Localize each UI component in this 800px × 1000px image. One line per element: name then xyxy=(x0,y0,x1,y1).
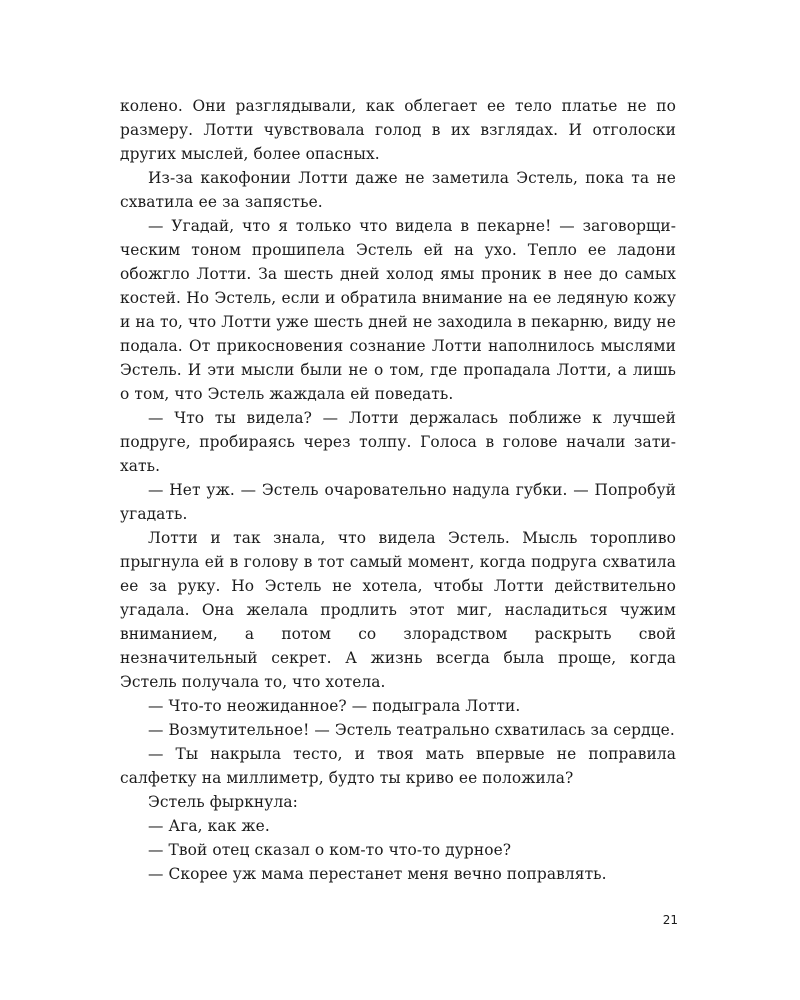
paragraph-9: — Ты накрыла тесто, и твоя мать впервые не поправила салфетку на миллиметр, будто ты криво ее положила? xyxy=(120,745,676,787)
paragraph-5: — Нет уж. — Эстель очаровательно надула губки. — Попробуй угадать. xyxy=(120,481,676,523)
paragraph-6: Лотти и так знала, что видела Эстель. Мысль торопливо прыгнула ей в голову в тот самый момент, когда подруга схватила ее за руку. Но Эстель не хотела, чтобы Лотти действительно угадала. Она желала продлить этот миг, насладиться чужим вниманием, а потом со злорадством раскрыть свой незначительный секрет. А жизнь всегда была проще, когда Эстель получала то, что хотела. xyxy=(120,529,676,691)
paragraph-1: колено. Они разглядывали, как облегает ее тело платье не по размеру. Лотти чувствовала голод в их взглядах. И отголоски других мыслей, более опасных. xyxy=(120,97,676,163)
paragraph-13: — Скорее уж мама перестанет меня вечно поправлять. xyxy=(148,865,607,883)
paragraph-3: — Угадай, что я только что видела в пекарне! — заговорщическим тоном прошипела Эстель ей на ухо. Тепло ее ладони обожгло Лотти. За шесть дней холод ямы проник в нее до самых костей. Но Эстель, если и обратила внимание на ее ледяную кожу и на то, что Лотти уже шесть дней не заходила в пекарню, виду не подала. От прикосновения сознание Лотти наполнилось мыслями Эстель. И эти мысли были не о том, где пропадала Лотти, а лишь о том, что Эстель жаждала ей поведать. xyxy=(120,217,676,403)
paragraph-7: — Что-то неожиданное? — подыграла Лотти. xyxy=(148,697,521,715)
paragraph-11: — Ага, как же. xyxy=(148,817,270,835)
book-page-text xyxy=(120,94,676,886)
paragraph-8: — Возмутительное! — Эстель театрально схватилась за сердце. xyxy=(148,721,675,739)
paragraph-12: — Твой отец сказал о ком-то что-то дурное? xyxy=(148,841,512,859)
paragraph-10: Эстель фыркнула: xyxy=(148,793,298,811)
page-number: 21 xyxy=(662,913,678,927)
paragraph-4: — Что ты видела? — Лотти держалась поближе к лучшей подруге, пробираясь через толпу. Голоса в голове начали затихать. xyxy=(120,409,676,475)
paragraph-2: Из-за какофонии Лотти даже не заметила Эстель, пока та не схватила ее за запястье. xyxy=(120,169,676,211)
